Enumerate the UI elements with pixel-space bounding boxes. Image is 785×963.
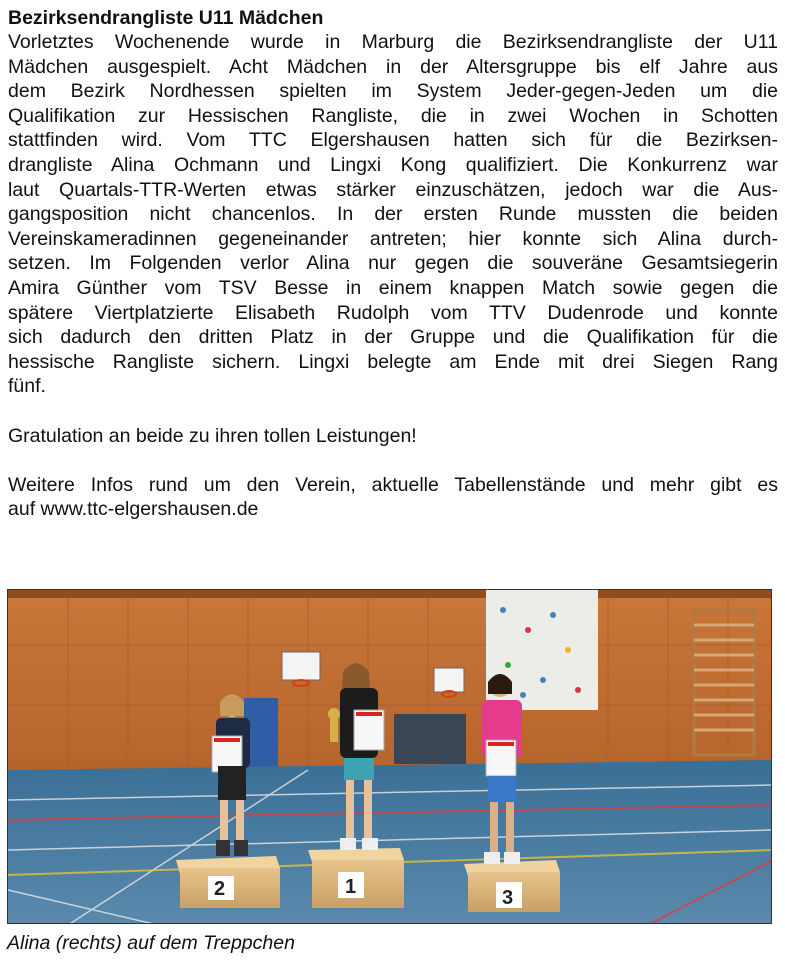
gym-mat [394, 714, 466, 764]
body-line: gangsposition nicht chancenlos. In der ersten Runde mussten die beiden [8, 203, 778, 226]
info-line: auf www.ttc-elgershausen.de [8, 498, 259, 521]
congrats-text: Gratulation an beide zu ihren tollen Leistungen! [8, 424, 417, 447]
body-line: fünf. [8, 375, 46, 398]
spacer [8, 399, 778, 424]
spacer [8, 448, 778, 473]
body-line: Vereinskameradinnen gegeneinander antreten; hier konnte sich Alina durch- [8, 227, 778, 250]
article-body [8, 30, 778, 399]
body-line: hessische Rangliste sichern. Lingxi belegte am Ende mit drei Siegen Rang [8, 350, 778, 373]
body-line: Qualifikation zur Hessischen Rangliste, die in zwei Wochen in Schotten [8, 104, 778, 127]
article [8, 6, 778, 522]
body-line: drangliste Alina Ochmann und Lingxi Kong qualifiziert. Die Konkurrenz war [8, 153, 778, 176]
podium-box-2 [176, 856, 280, 908]
info-paragraph [8, 473, 778, 522]
info-line: Weitere Infos rund um den Verein, aktuelle Tabellenstände und mehr gibt es [8, 473, 778, 496]
body-line: setzen. Im Folgenden verlor Alina nur gegen die souveräne Gesamtsiegerin [8, 252, 778, 275]
body-line: Vorletztes Wochenende wurde in Marburg die Bezirksendrangliste der U11 [8, 31, 778, 53]
body-line: Mädchen ausgespielt. Acht Mädchen in der Altersgruppe bis elf Jahre aus [8, 55, 778, 78]
podium-label-1: 1 [345, 876, 357, 898]
body-line: Amira Günther vom TSV Besse in einem knappen Match sowie gegen die [8, 276, 778, 299]
podium-photo [7, 589, 772, 924]
photo-caption: Alina (rechts) auf dem Treppchen [7, 932, 295, 954]
body-line: sich dadurch den dritten Platz in der Gruppe und die Qualifikation für die [8, 326, 778, 349]
podium-label-3: 3 [502, 887, 514, 909]
body-line: stattfinden wird. Vom TTC Elgershausen hatten sich für die Bezirksen- [8, 129, 778, 152]
podium-label-2: 2 [214, 878, 226, 900]
podium-photo-illustration [8, 590, 772, 924]
body-line: spätere Viertplatzierte Elisabeth Rudolph vom TTV Dudenrode und konnte [8, 301, 778, 324]
body-line: laut Quartals-TTR-Werten etwas stärker einzuschätzen, jedoch war die Aus- [8, 178, 778, 201]
ceiling-strip [8, 590, 772, 598]
article-title: Bezirksendrangliste U11 Mädchen [8, 7, 324, 29]
hall-wall [8, 590, 772, 770]
body-line: dem Bezirk Nordhessen spielten im System Jeder-gegen-Jeden um die [8, 80, 778, 103]
